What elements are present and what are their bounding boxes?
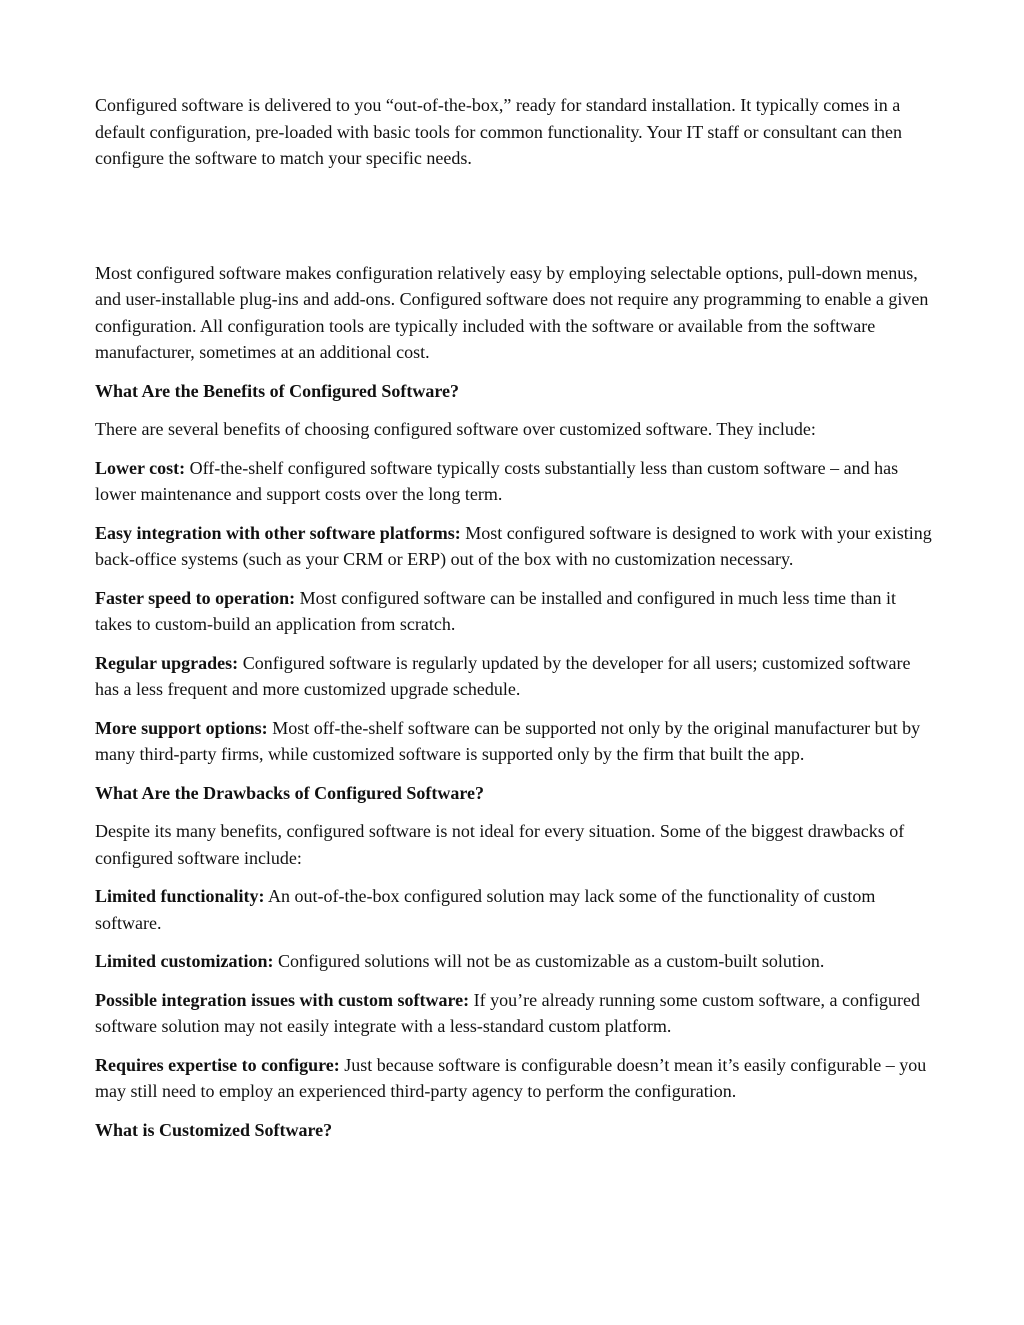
benefit-term: Easy integration with other software platforms: [95, 522, 461, 543]
drawback-item-integration-issues [95, 987, 935, 1040]
benefits-intro: There are several benefits of choosing configured software over customized software. They include: [95, 419, 816, 439]
benefit-text: Configured software is regularly updated by the developer for all users; customized software has a less frequent and more customized upgrade schedule. [95, 652, 911, 699]
drawback-item-limited-functionality [95, 883, 935, 936]
benefit-text: Most configured software is designed to work with your existing back-office systems (such as your CRM or ERP) out of the box with no customization necessary. [95, 522, 932, 569]
drawback-term: Limited functionality: [95, 886, 265, 906]
customized-software-heading: What is Customized Software? [95, 1119, 333, 1140]
benefit-item-regular-upgrades [95, 650, 935, 703]
drawback-text: An out-of-the-box configured solution may lack some of the functionality of custom software. [95, 886, 876, 933]
benefit-item-lower-cost [95, 455, 935, 508]
configuration-paragraph: Most configured software makes configuration relatively easy by employing selectable options, pull-down menus, and user-installable plug-ins and add-ons. Configured software does not require any programming to enable a given configuration. All configuration tools are typically included with the software or available from the software manufacturer, sometimes at an additional cost. [95, 262, 929, 362]
intro-paragraph: Configured software is delivered to you “out-of-the-box,” ready for standard installation. It typically comes in a default configuration, pre-loaded with basic tools for common functionality. Your IT staff or consultant can then configure the software to match your specific needs. [95, 95, 902, 168]
drawback-item-limited-customization [95, 948, 935, 975]
drawback-term: Possible integration issues with custom software: [95, 989, 470, 1010]
drawbacks-intro: Despite its many benefits, configured software is not ideal for every situation. Some of the biggest drawbacks of configured software include: [95, 821, 905, 868]
drawback-term: Requires expertise to configure: [95, 1054, 340, 1075]
benefit-item-easy-integration [95, 520, 935, 573]
benefit-term: More support options: [95, 717, 268, 738]
drawback-text: If you’re already running some custom software, a configured software solution may not easily integrate with a less-standard custom platform. [95, 989, 920, 1036]
benefits-heading: What Are the Benefits of Configured Software? [95, 380, 459, 401]
drawbacks-heading: What Are the Drawbacks of Configured Software? [95, 782, 484, 803]
benefit-term: Lower cost: [95, 457, 186, 478]
benefit-term: Regular upgrades: [95, 652, 239, 673]
benefit-item-faster-speed [95, 585, 935, 638]
drawback-text: Configured solutions will not be as customizable as a custom-built solution. [273, 951, 825, 971]
benefit-text: Off-the-shelf configured software typically costs substantially less than custom software – and has lower maintenance and support costs over the long term. [95, 457, 899, 504]
drawback-item-requires-expertise [95, 1052, 935, 1105]
drawback-text: Just because software is configurable doesn’t mean it’s easily configurable – you may still need to employ an experienced third-party agency to perform the configuration. [95, 1054, 927, 1101]
benefit-text: Most off-the-shelf software can be supported not only by the original manufacturer but by many third-party firms, while customized software is supported only by the firm that built the app. [95, 717, 921, 764]
drawback-term: Limited customization: [95, 951, 274, 971]
benefit-item-support-options [95, 715, 935, 768]
benefit-term: Faster speed to operation: [95, 587, 296, 608]
document-page [95, 92, 935, 1155]
benefit-text: Most configured software can be installed and configured in much less time than it takes to custom-build an application from scratch. [95, 587, 896, 634]
